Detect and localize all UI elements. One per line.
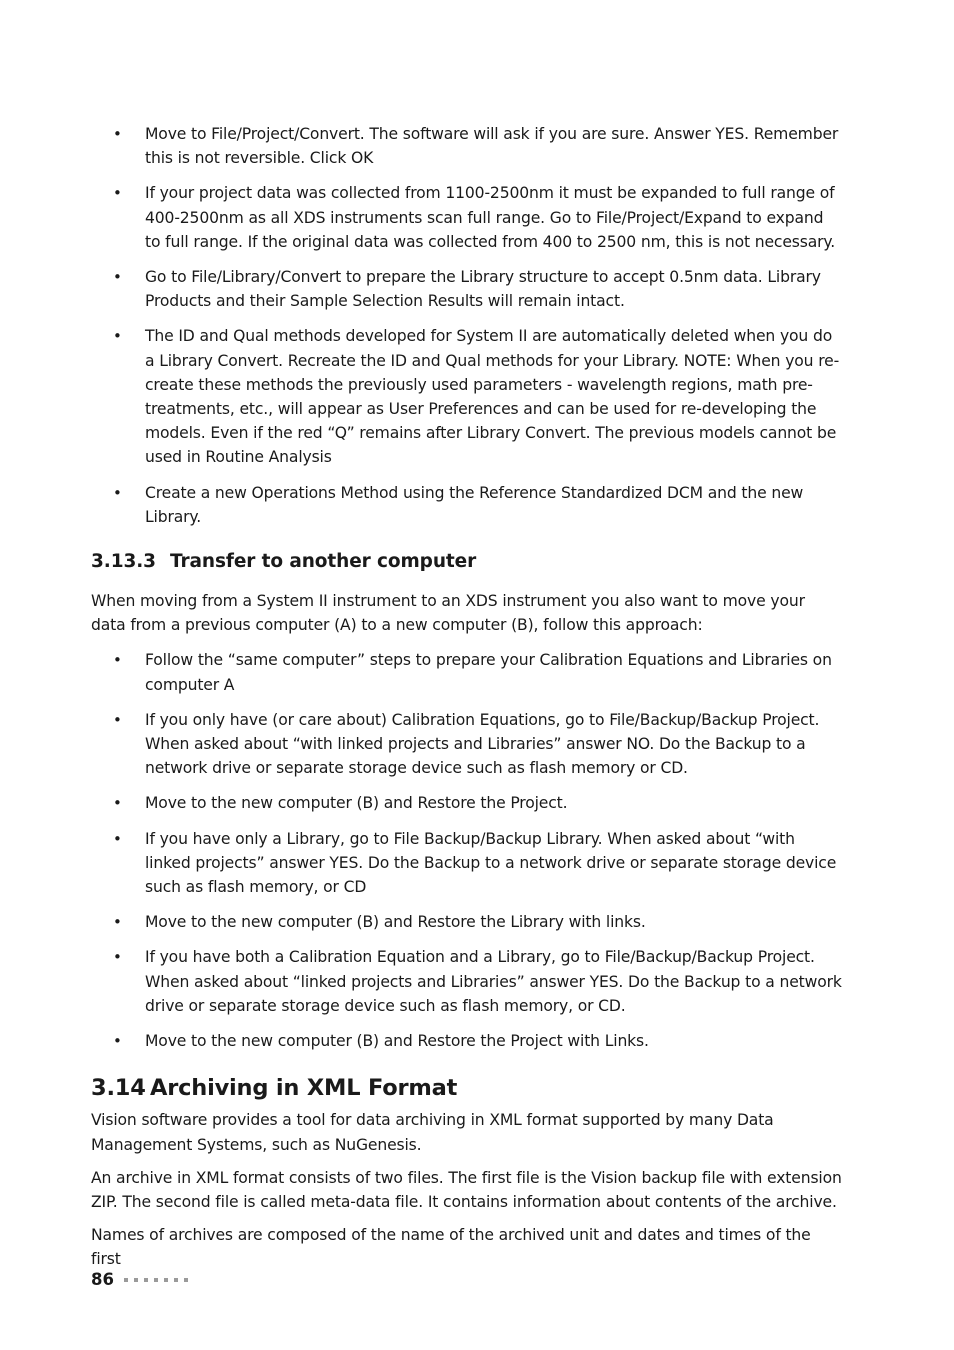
list-item-text: Go to File/Library/Convert to prepare the Library structure to accept 0.5nm data. Library Products and their Sample Selection Results will remain intact. (145, 268, 821, 311)
bullet-icon: • (113, 948, 122, 967)
section-heading-3-14 (91, 1073, 843, 1103)
section-number: 3.13.3 (91, 551, 156, 573)
list-item-text: Move to File/Project/Convert. The software will ask if you are sure. Answer YES. Remember this is not reversible. Click OK (145, 125, 839, 168)
list-item-text: Move to the new computer (B) and Restore the Project with Links. (145, 1032, 649, 1051)
list-item (91, 265, 843, 313)
bullet-icon: • (113, 327, 122, 346)
list-item (91, 1029, 843, 1053)
list-item (91, 945, 843, 1018)
list-item (91, 481, 843, 529)
list-item-text: Follow the “same computer” steps to prepare your Calibration Equations and Libraries on computer A (145, 651, 832, 694)
list-item-text: Move to the new computer (B) and Restore the Project. (145, 794, 568, 813)
bullet-icon: • (113, 268, 122, 287)
bullet-icon: • (113, 829, 122, 848)
list-item (91, 181, 843, 254)
body-paragraph: Names of archives are composed of the name of the archived unit and dates and times of the first (91, 1226, 811, 1269)
bullet-list-top (91, 122, 843, 529)
list-item (91, 708, 843, 781)
list-item (91, 827, 843, 900)
section-intro-paragraph: When moving from a System II instrument to an XDS instrument you also want to move your data from a previous computer (A) to a new computer (B), follow this approach: (91, 592, 805, 635)
bullet-icon: • (113, 184, 122, 203)
list-item (91, 122, 843, 170)
list-item-text: The ID and Qual methods developed for System II are automatically deleted when you do a Library Convert. Recreate the ID and Qual methods for your Library. NOTE: When you re-create these methods the previously used parameters - wavelength regions, math pre-treatments, etc., will appear as User Preferences and can be used for re-developing the models. Even if the red “Q” remains after Library Convert. The previous models cannot be used in Routine Analysis (145, 327, 840, 467)
bullet-icon: • (113, 1032, 122, 1051)
list-item (91, 324, 843, 469)
section-title: Archiving in XML Format (150, 1075, 458, 1102)
body-paragraph: Vision software provides a tool for data archiving in XML format supported by many Data Management Systems, such as NuGenesis. (91, 1111, 774, 1154)
list-item (91, 791, 843, 815)
bullet-icon: • (113, 794, 122, 813)
list-item-text: Move to the new computer (B) and Restore the Library with links. (145, 913, 646, 932)
footer-dot (174, 1278, 178, 1282)
bullet-icon: • (113, 651, 122, 670)
section-title: Transfer to another computer (170, 551, 477, 573)
bullet-icon: • (113, 710, 122, 729)
bullet-icon: • (113, 913, 122, 932)
footer-dot (184, 1278, 188, 1282)
bullet-icon: • (113, 483, 122, 502)
list-item-text: If your project data was collected from 1100-2500nm it must be expanded to full range of 400-2500nm as all XDS instruments scan full range. Go to File/Project/Expand to expand to full range. If the original data was collected from 400 to 2500 nm, this is not necessary. (145, 184, 836, 251)
list-item (91, 910, 843, 934)
bullet-list-transfer (91, 648, 843, 1053)
footer-dot (154, 1278, 158, 1282)
bullet-icon: • (113, 125, 122, 143)
list-item-text: If you have both a Calibration Equation and a Library, go to File/Backup/Backup Project. When asked about “linked projects and Libraries” answer YES. Do the Backup to a network drive or separate storage device such as flash memory, or CD. (145, 948, 842, 1015)
list-item-text: If you have only a Library, go to File Backup/Backup Library. When asked about “with linked projects” answer YES. Do the Backup to a network drive or separate storage device such as flash memory, or CD (145, 829, 837, 897)
list-item-text: Create a new Operations Method using the Reference Standardized DCM and the new Library. (145, 483, 804, 526)
list-item-text: If you only have (or care about) Calibration Equations, go to File/Backup/Backup Project. When asked about “with linked projects and Libraries” answer NO. Do the Backup to a network drive or separate storage device such as flash memory or CD. (145, 710, 820, 778)
page-number: 86 (91, 1270, 114, 1289)
page-footer (91, 1268, 188, 1292)
body-paragraph: An archive in XML format consists of two files. The first file is the Vision backup file with extension ZIP. The second file is called meta-data file. It contains information about contents of the archive. (91, 1168, 842, 1211)
section-heading-3-13-3 (91, 549, 843, 575)
section-number: 3.14 (91, 1075, 146, 1102)
footer-dots-decoration (124, 1278, 188, 1282)
list-item (91, 648, 843, 696)
footer-dot (144, 1278, 148, 1282)
footer-dot (164, 1278, 168, 1282)
page-content (91, 122, 843, 1281)
footer-dot (134, 1278, 138, 1282)
footer-dot (124, 1278, 128, 1282)
